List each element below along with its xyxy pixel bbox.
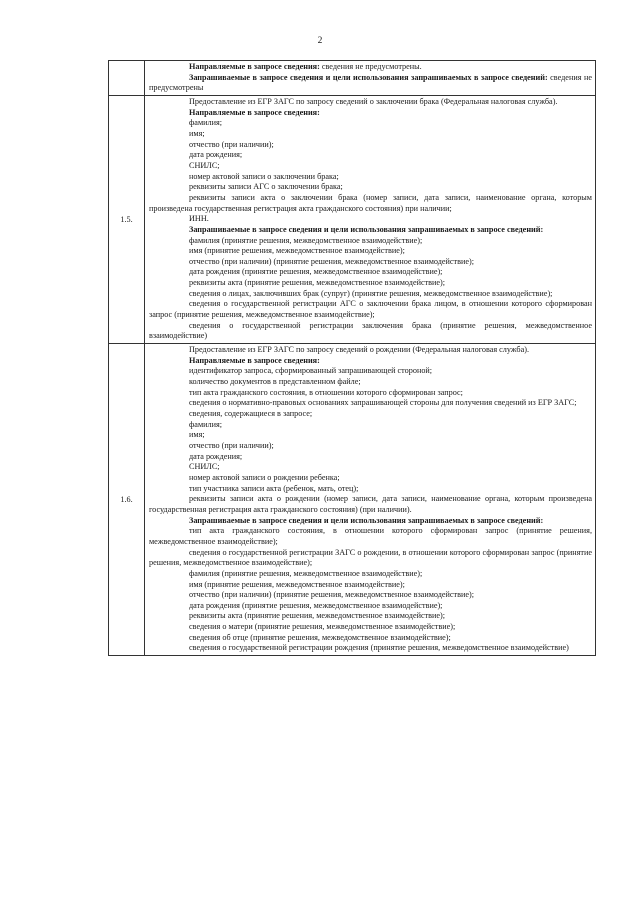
section-heading: Запрашиваемые в запросе сведения и цели использования запрашиваемых в запросе сведений: bbox=[189, 224, 544, 234]
list-item: сведения о матери (принятие решения, межведомственное взаимодействие); bbox=[189, 622, 456, 632]
list-item: номер актовой записи о заключении брака; bbox=[189, 171, 339, 181]
row-content bbox=[145, 344, 596, 656]
paragraph: сведения о нормативно-правовых основаниях запрашивающей стороны для получения сведений из ЕГР ЗАГС; bbox=[189, 398, 577, 408]
list-item: фамилия; bbox=[189, 118, 223, 128]
list-item: имя; bbox=[189, 128, 205, 138]
list-item: имя (принятие решения, межведомственное взаимодействие); bbox=[189, 579, 405, 589]
list-item: СНИЛС; bbox=[189, 160, 220, 170]
list-item: реквизиты записи АГС о заключении брака; bbox=[189, 182, 343, 192]
list-item: реквизиты акта (принятие решения, межведомственное взаимодействие); bbox=[189, 278, 446, 288]
paragraph-bold-prefix: Запрашиваемые в запросе сведения и цели использования запрашиваемых в запросе сведений: bbox=[189, 72, 548, 82]
paragraph-text: сведения не предусмотрены. bbox=[319, 62, 422, 71]
list-item: фамилия; bbox=[189, 419, 223, 429]
paragraph: Предоставление из ЕГР ЗАГС по запросу сведений о заключении брака (Федеральная налоговая служба). bbox=[189, 96, 558, 106]
row-number bbox=[109, 61, 145, 96]
list-item: номер актовой записи о рождении ребенка; bbox=[189, 472, 340, 482]
list-item: фамилия (принятие решения, межведомственное взаимодействие); bbox=[189, 568, 423, 578]
list-item: ИНН. bbox=[189, 214, 209, 224]
table-row bbox=[109, 344, 596, 656]
paragraph: сведения о государственной регистрации ЗАГС о рождении, в отношении которого сформирован запрос (принятие решения, межведомственное взаимодействие); bbox=[149, 547, 592, 568]
section-heading: Направляемые в запросе сведения: bbox=[189, 355, 320, 365]
row-number: 1.6. bbox=[109, 344, 145, 656]
list-item: дата рождения; bbox=[189, 451, 243, 461]
paragraph-bold-prefix: Направляемые в запросе сведения: bbox=[189, 62, 320, 71]
page-number: 2 bbox=[317, 36, 323, 46]
paragraph bbox=[149, 73, 592, 94]
list-item: идентификатор запроса, сформированный запрашивающей стороной; bbox=[189, 366, 433, 376]
list-item: сведения, содержащиеся в запросе; bbox=[189, 409, 313, 418]
list-item: тип участника записи акта (ребенок, мать, отец); bbox=[189, 483, 359, 493]
list-item: тип акта гражданского состояния, в отношении которого сформирован запрос; bbox=[189, 387, 463, 397]
list-item: фамилия (принятие решения, межведомственное взаимодействие); bbox=[189, 235, 423, 245]
list-item: СНИЛС; bbox=[189, 462, 220, 472]
row-content bbox=[145, 61, 596, 96]
list-item: имя; bbox=[189, 430, 205, 440]
row-number: 1.5. bbox=[109, 95, 145, 343]
paragraph: сведения о государственной регистрации АГС о заключении брака лицом, в отношении которого сформирован запрос (принятие решения, межведомственное взаимодействие); bbox=[149, 299, 592, 320]
row-content bbox=[145, 95, 596, 343]
section-heading: Запрашиваемые в запросе сведения и цели использования запрашиваемых в запросе сведений: bbox=[189, 515, 544, 525]
paragraph: Предоставление из ЕГР ЗАГС по запросу сведений о рождении (Федеральная налоговая служба). bbox=[189, 345, 529, 355]
paragraph-text: сведения не предусмотрены bbox=[149, 72, 592, 93]
table-row bbox=[109, 95, 596, 343]
paragraph: сведения о государственной регистрации заключения брака (принятие решения, межведомственное взаимодействие) bbox=[149, 320, 592, 341]
list-item: отчество (при наличии); bbox=[189, 440, 274, 450]
paragraph: реквизиты записи акта о рождении (номер записи, дата записи, наименование органа, которым произведена государственная регистрация акта гражданского состояния) (при наличии). bbox=[149, 494, 592, 514]
list-item: отчество (при наличии) (принятие решения, межведомственное взаимодействие); bbox=[189, 590, 475, 600]
list-item: имя (принятие решения, межведомственное взаимодействие); bbox=[189, 246, 405, 256]
list-item: реквизиты акта (принятие решения, межведомственное взаимодействие); bbox=[189, 611, 446, 621]
document-table bbox=[108, 60, 596, 656]
list-item: отчество (при наличии) (принятие решения, межведомственное взаимодействие); bbox=[189, 256, 475, 266]
paragraph: сведения о государственной регистрации рождения (принятие решения, межведомственное взаимодействие) bbox=[189, 643, 569, 653]
paragraph: тип акта гражданского состояния, в отношении которого сформирован запрос (принятие решения, межведомственное взаимодействие); bbox=[149, 526, 592, 546]
section-heading: Направляемые в запросе сведения: bbox=[189, 107, 320, 117]
paragraph bbox=[149, 62, 592, 73]
list-item: дата рождения (принятие решения, межведомственное взаимодействие); bbox=[189, 600, 443, 610]
list-item: отчество (при наличии); bbox=[189, 139, 274, 149]
list-item: сведения об отце (принятие решения, межведомственное взаимодействие); bbox=[189, 632, 451, 642]
paragraph: сведения о лицах, заключивших брак (супруг) (принятие решения, межведомственное взаимодействие); bbox=[189, 288, 553, 298]
list-item: количество документов в представленном файле; bbox=[189, 377, 361, 387]
table-row bbox=[109, 61, 596, 96]
list-item: дата рождения (принятие решения, межведомственное взаимодействие); bbox=[189, 267, 443, 277]
paragraph: реквизиты записи акта о заключении брака (номер записи, дата записи, наименование органа, которым произведена государственная регистрация акта гражданского состояния) при наличии; bbox=[149, 192, 592, 213]
list-item: дата рождения; bbox=[189, 150, 243, 160]
